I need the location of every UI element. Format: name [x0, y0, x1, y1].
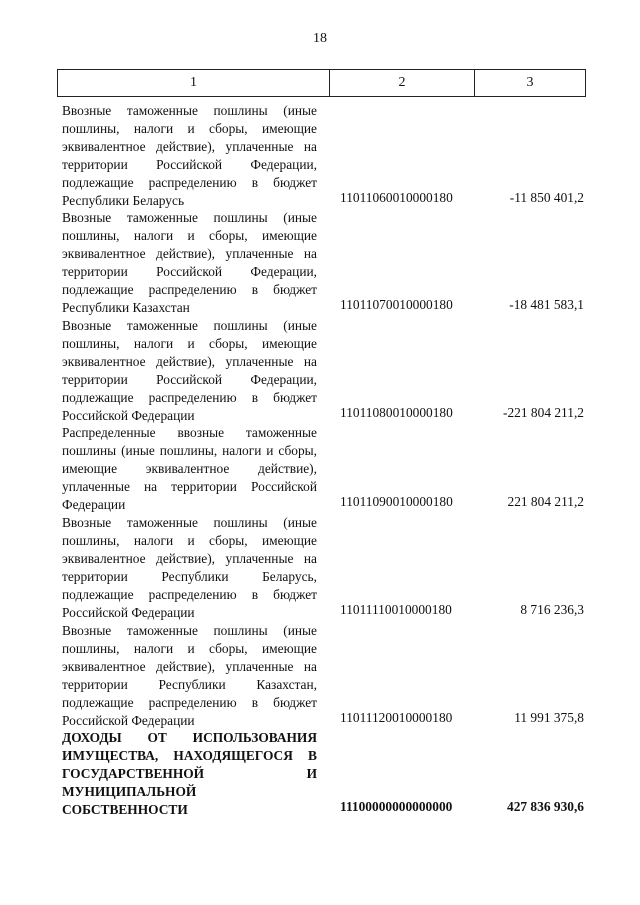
- row-description: Ввозные таможенные пошлины (иные пошлины, налоги и сборы, имеющие эквивалентное действие), уплаченные на территории Российской Федерации, подлежащие распределению в бюджет Республики Казахстан: [62, 210, 317, 315]
- row-code: 11011110010000180: [340, 602, 452, 617]
- page-number: 18: [313, 31, 327, 46]
- row-description: ДОХОДЫ ОТ ИСПОЛЬЗОВАНИЯ ИМУЩЕСТВА, НАХОДЯЩЕГОСЯ В ГОСУДАРСТВЕННОЙ И МУНИЦИПАЛЬНОЙ СОБСТВЕННОСТИ: [62, 730, 317, 817]
- table-header: [57, 69, 586, 97]
- row-description: Ввозные таможенные пошлины (иные пошлины, налоги и сборы, имеющие эквивалентное действие), уплаченные на территории Российской Федерации, подлежащие распределению в бюджет Республики Беларусь: [62, 103, 317, 208]
- row-description: Ввозные таможенные пошлины (иные пошлины, налоги и сборы, имеющие эквивалентное действие), уплаченные на территории Российской Федерации, подлежащие распределению в бюджет Российской Федерации: [62, 318, 317, 423]
- row-amount: -11 850 401,2: [509, 190, 584, 205]
- row-amount: 8 716 236,3: [520, 602, 584, 617]
- row-code: 11011080010000180: [340, 405, 453, 420]
- row-description: Ввозные таможенные пошлины (иные пошлины, налоги и сборы, имеющие эквивалентное действие), уплаченные на территории Республики Казахстан, подлежащие распределению в бюджет Российской Федерации: [62, 623, 317, 728]
- row-description: Ввозные таможенные пошлины (иные пошлины, налоги и сборы, имеющие эквивалентное действие), уплаченные на территории Республики Беларусь, подлежащие распределению в бюджет Российской Федерации: [62, 515, 317, 620]
- column-header-3: 3: [526, 75, 534, 90]
- row-description: Распределенные ввозные таможенные пошлины (иные пошлины, налоги и сборы, имеющие эквивалентное действие), уплаченные на территории Российской Федерации: [62, 425, 317, 512]
- row-code: 11100000000000000: [340, 799, 453, 814]
- row-amount: -221 804 211,2: [503, 405, 584, 420]
- row-code: 11011070010000180: [340, 297, 453, 312]
- row-amount: -18 481 583,1: [509, 297, 584, 312]
- column-header-1: 1: [58, 70, 330, 96]
- row-code: 11011120010000180: [340, 710, 453, 725]
- row-amount: 11 991 375,8: [514, 710, 584, 725]
- row-amount: 221 804 211,2: [507, 494, 584, 509]
- row-code: 11011060010000180: [340, 190, 453, 205]
- column-header-2: 2: [330, 70, 475, 96]
- row-amount: 427 836 930,6: [507, 799, 584, 814]
- row-code: 11011090010000180: [340, 494, 453, 509]
